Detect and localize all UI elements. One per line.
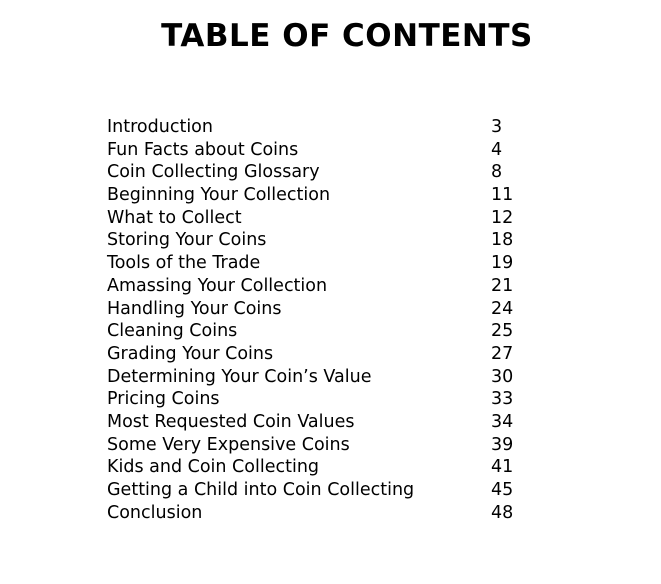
- toc-entry-page: 34: [491, 411, 514, 432]
- toc-entry: [107, 207, 527, 230]
- toc-entry: [107, 456, 527, 479]
- toc-entry: [107, 343, 527, 366]
- toc-entry-title: Conclusion: [107, 502, 203, 523]
- toc-entry-page: 11: [491, 185, 514, 206]
- toc-entry-page: 12: [491, 207, 514, 228]
- toc-entry-title: Handling Your Coins: [107, 298, 282, 319]
- toc-entry: [107, 116, 527, 139]
- toc-entry-page: 25: [491, 321, 514, 342]
- toc-entry-title: Most Requested Coin Values: [107, 411, 355, 432]
- toc-entry-page: 30: [491, 366, 514, 387]
- toc-entry-title: Getting a Child into Coin Collecting: [107, 480, 415, 500]
- toc-entry: [107, 434, 527, 457]
- toc-entry-title: Storing Your Coins: [107, 230, 267, 251]
- toc-entry: [107, 139, 527, 162]
- toc-entry-title: Pricing Coins: [107, 389, 220, 410]
- table-of-contents: [107, 116, 527, 524]
- toc-entry: [107, 366, 527, 389]
- toc-entry-title: Cleaning Coins: [107, 321, 238, 342]
- toc-entry-title: Determining Your Coin’s Value: [107, 366, 372, 387]
- toc-entry-page: 21: [491, 275, 514, 296]
- toc-entry: [107, 388, 527, 411]
- toc-entry-page: 24: [491, 298, 514, 319]
- toc-entry-title: Grading Your Coins: [107, 343, 274, 364]
- toc-entry-title: Amassing Your Collection: [107, 275, 328, 296]
- toc-entry-page: 3: [491, 117, 503, 137]
- toc-entry-title: Introduction: [107, 117, 213, 137]
- toc-entry-page: 41: [491, 457, 514, 478]
- toc-entry: [107, 161, 527, 184]
- toc-entry-title: Tools of the Trade: [107, 253, 261, 274]
- toc-entry-title: Kids and Coin Collecting: [107, 457, 320, 478]
- toc-entry: [107, 502, 527, 525]
- toc-entry: [107, 252, 527, 275]
- toc-entry-page: 39: [491, 434, 514, 455]
- page-title: TABLE OF CONTENTS: [161, 18, 533, 54]
- toc-entry: [107, 184, 527, 207]
- toc-entry-page: 33: [491, 389, 514, 410]
- toc-entry: [107, 298, 527, 321]
- toc-entry-page: 45: [491, 480, 514, 500]
- toc-entry-page: 18: [491, 230, 514, 251]
- toc-entry-page: 48: [491, 502, 514, 523]
- toc-entry: [107, 320, 527, 343]
- toc-entry-page: 8: [491, 162, 503, 183]
- toc-entry-title: Beginning Your Collection: [107, 185, 331, 206]
- toc-entry: [107, 275, 527, 298]
- toc-entry: [107, 411, 527, 434]
- toc-entry-title: Coin Collecting Glossary: [107, 162, 320, 183]
- toc-entry-title: Fun Facts about Coins: [107, 139, 299, 160]
- toc-entry-page: 19: [491, 253, 514, 274]
- toc-entry: [107, 479, 527, 502]
- toc-entry: [107, 229, 527, 252]
- toc-entry-title: What to Collect: [107, 207, 242, 228]
- toc-entry-title: Some Very Expensive Coins: [107, 434, 350, 455]
- toc-entry-page: 4: [491, 139, 503, 160]
- toc-entry-page: 27: [491, 343, 514, 364]
